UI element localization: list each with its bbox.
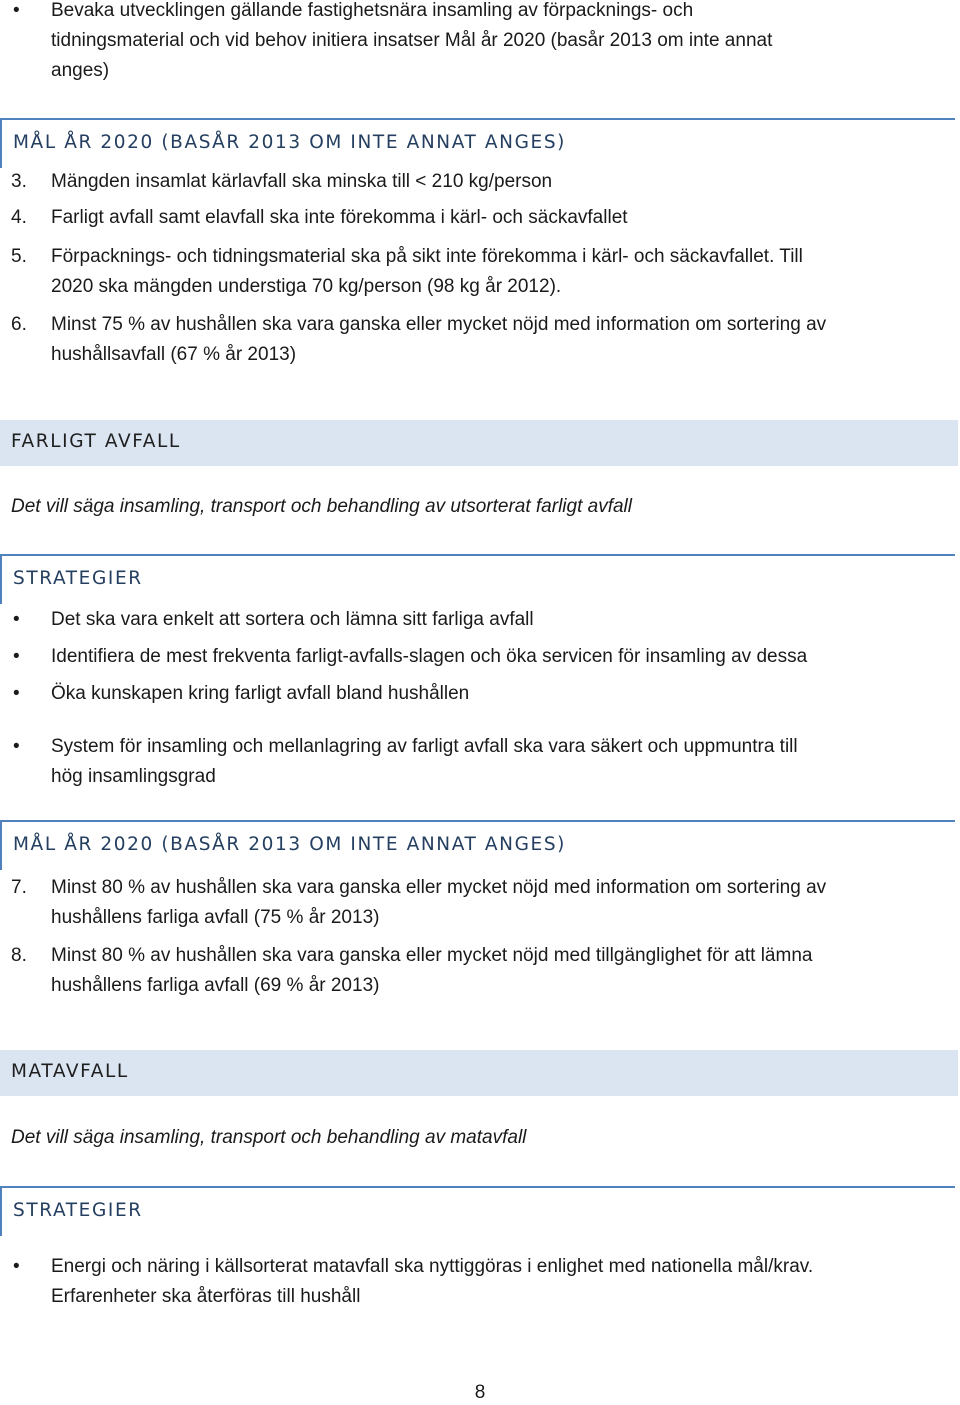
item-line: hushållens farliga avfall (75 % år 2013): [51, 907, 380, 928]
item-line: Identifiera de mest frekventa farligt-avfalls-slagen och öka servicen för insamling av dessa: [51, 646, 808, 667]
food-waste-description: Det vill säga insamling, transport och behandling av matavfall: [11, 1127, 527, 1148]
item-line: Förpacknings- och tidningsmaterial ska på sikt inte förekomma i kärl- och säckavfallet. Till: [51, 246, 803, 267]
heading-strategies-2-text: STRATEGIER: [13, 1200, 143, 1221]
item-line: hushållsavfall (67 % år 2013): [51, 344, 297, 365]
band-hazardous-text: FARLIGT AVFALL: [11, 431, 181, 452]
item-number: 5.: [11, 246, 27, 267]
hazardous-description: Det vill säga insamling, transport och behandling av utsorterat farligt avfall: [11, 496, 632, 517]
section-heading-goals-1: [0, 118, 955, 168]
item-line: Det ska vara enkelt att sortera och lämna sitt farliga avfall: [51, 609, 534, 630]
item-line: System för insamling och mellanlagring av farligt avfall ska vara säkert och uppmuntra till: [51, 736, 798, 757]
section-band-food-waste: [0, 1050, 958, 1096]
section-heading-strategies-1: [0, 554, 955, 604]
item-number: 8.: [11, 945, 27, 966]
item-line: Öka kunskapen kring farligt avfall bland hushållen: [51, 683, 470, 704]
item-line: Farligt avfall samt elavfall ska inte förekomma i kärl- och säckavfallet: [51, 207, 628, 228]
top-bullet-line-3: anges): [51, 60, 110, 81]
item-number: 6.: [11, 314, 27, 335]
bullet-glyph: •: [13, 646, 20, 667]
item-line: Mängden insamlat kärlavfall ska minska till < 210 kg/person: [51, 171, 553, 192]
item-line: Minst 80 % av hushållen ska vara ganska eller mycket nöjd med tillgänglighet för att lämna: [51, 945, 813, 966]
section-band-hazardous: [0, 420, 958, 466]
item-number: 4.: [11, 207, 27, 228]
item-number: 3.: [11, 171, 27, 192]
item-line: Energi och näring i källsorterat matavfall ska nyttiggöras i enlighet med nationella mål/krav.: [51, 1256, 814, 1277]
bullet-glyph: •: [13, 609, 20, 630]
section-heading-goals-2: [0, 820, 955, 870]
band-food-waste-text: MATAVFALL: [11, 1061, 129, 1082]
page-number: 8: [474, 1382, 486, 1403]
item-line: Erfarenheter ska återföras till hushåll: [51, 1286, 361, 1307]
bullet-glyph: •: [13, 1256, 20, 1277]
item-line: Minst 80 % av hushållen ska vara ganska eller mycket nöjd med information om sortering av: [51, 877, 827, 898]
item-line: hög insamlingsgrad: [51, 766, 216, 787]
top-bullet-line-1: Bevaka utvecklingen gällande fastighetsnära insamling av förpacknings- och: [51, 0, 694, 21]
heading-goals-1-text: MÅL ÅR 2020 (BASÅR 2013 OM INTE ANNAT ANGES): [13, 132, 566, 153]
item-line: hushållens farliga avfall (69 % år 2013): [51, 975, 380, 996]
bullet-glyph: •: [13, 736, 20, 757]
top-bullet-line-2: tidningsmaterial och vid behov initiera insatser Mål år 2020 (basår 2013 om inte annat: [51, 30, 773, 51]
section-heading-strategies-2: [0, 1186, 955, 1236]
item-line: Minst 75 % av hushållen ska vara ganska eller mycket nöjd med information om sortering av: [51, 314, 827, 335]
heading-goals-2-text: MÅL ÅR 2020 (BASÅR 2013 OM INTE ANNAT ANGES): [13, 834, 566, 855]
item-line: 2020 ska mängden understiga 70 kg/person (98 kg år 2012).: [51, 276, 562, 297]
bullet-glyph: •: [13, 683, 20, 704]
heading-strategies-1-text: STRATEGIER: [13, 568, 143, 589]
bullet-glyph: •: [13, 0, 20, 21]
item-number: 7.: [11, 877, 27, 898]
